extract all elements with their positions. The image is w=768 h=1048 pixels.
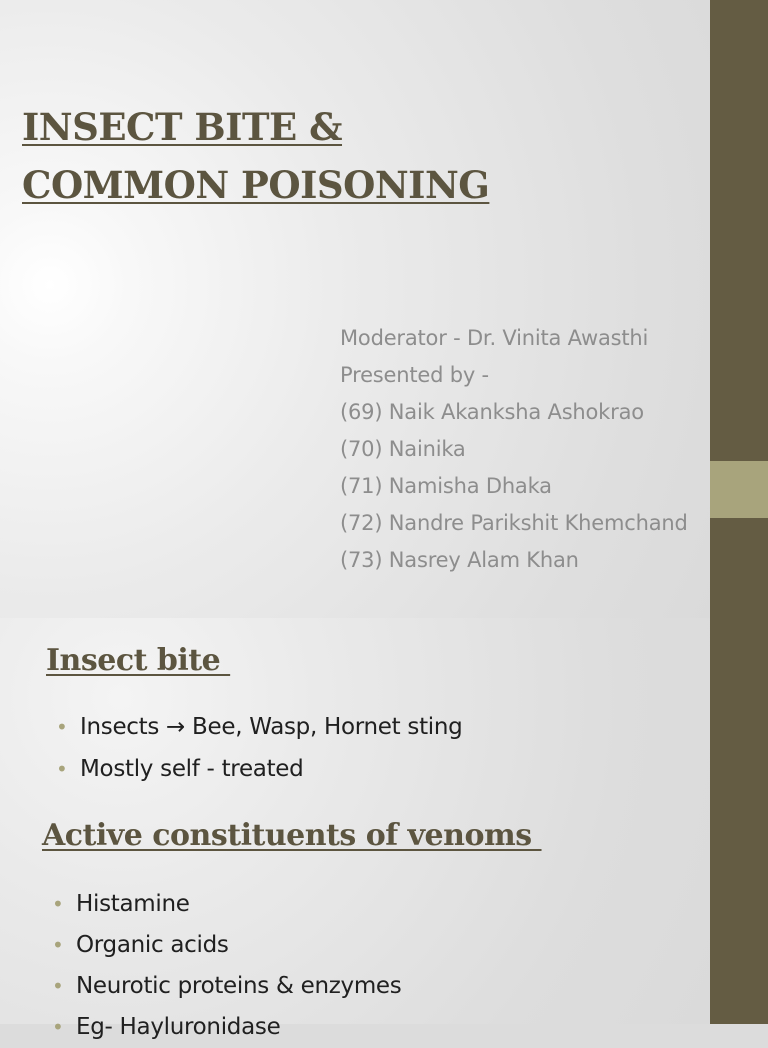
venom-constituents-list xyxy=(52,884,401,1048)
credit-presented-by: Presented by - xyxy=(340,363,489,387)
presenter-credits xyxy=(340,320,688,579)
list-item-text: Mostly self - treated xyxy=(80,756,304,782)
list-item xyxy=(52,925,401,966)
list-item-text: Organic acids xyxy=(76,932,229,958)
slide-title xyxy=(22,98,489,214)
title-line-1: INSECT BITE & xyxy=(22,105,343,149)
credit-presenter-71: (71) Namisha Dhaka xyxy=(340,474,552,498)
list-item xyxy=(52,884,401,925)
list-item-text: Neurotic proteins & enzymes xyxy=(76,973,402,999)
list-item xyxy=(52,1007,401,1048)
bullet-dot-icon: • xyxy=(52,1015,64,1039)
list-item xyxy=(56,748,462,790)
credit-presenter-72: (72) Nandre Parikshit Khemchand xyxy=(340,511,688,535)
credit-moderator: Moderator - Dr. Vinita Awasthi xyxy=(340,326,649,350)
bullet-dot-icon: • xyxy=(52,933,64,957)
bullet-dot-icon: • xyxy=(52,974,64,998)
credit-presenter-69: (69) Naik Akanksha Ashokrao xyxy=(340,400,644,424)
list-item xyxy=(56,706,462,748)
list-item-text: Eg- Hayluronidase xyxy=(76,1014,281,1040)
bullet-dot-icon: • xyxy=(52,892,64,916)
credit-presenter-73: (73) Nasrey Alam Khan xyxy=(340,548,579,572)
side-decor-accent xyxy=(710,461,768,518)
bullet-dot-icon: • xyxy=(56,757,68,781)
list-item xyxy=(52,966,401,1007)
title-line-2: COMMON POISONING xyxy=(22,163,490,207)
list-item-text: Insects → Bee, Wasp, Hornet sting xyxy=(80,714,463,740)
insect-bite-list xyxy=(56,706,462,790)
credit-presenter-70: (70) Nainika xyxy=(340,437,466,461)
list-item-text: Histamine xyxy=(76,891,190,917)
heading-insect-bite: Insect bite xyxy=(46,643,231,678)
bullet-dot-icon: • xyxy=(56,715,68,739)
heading-venom-constituents: Active constituents of venoms xyxy=(42,818,542,853)
